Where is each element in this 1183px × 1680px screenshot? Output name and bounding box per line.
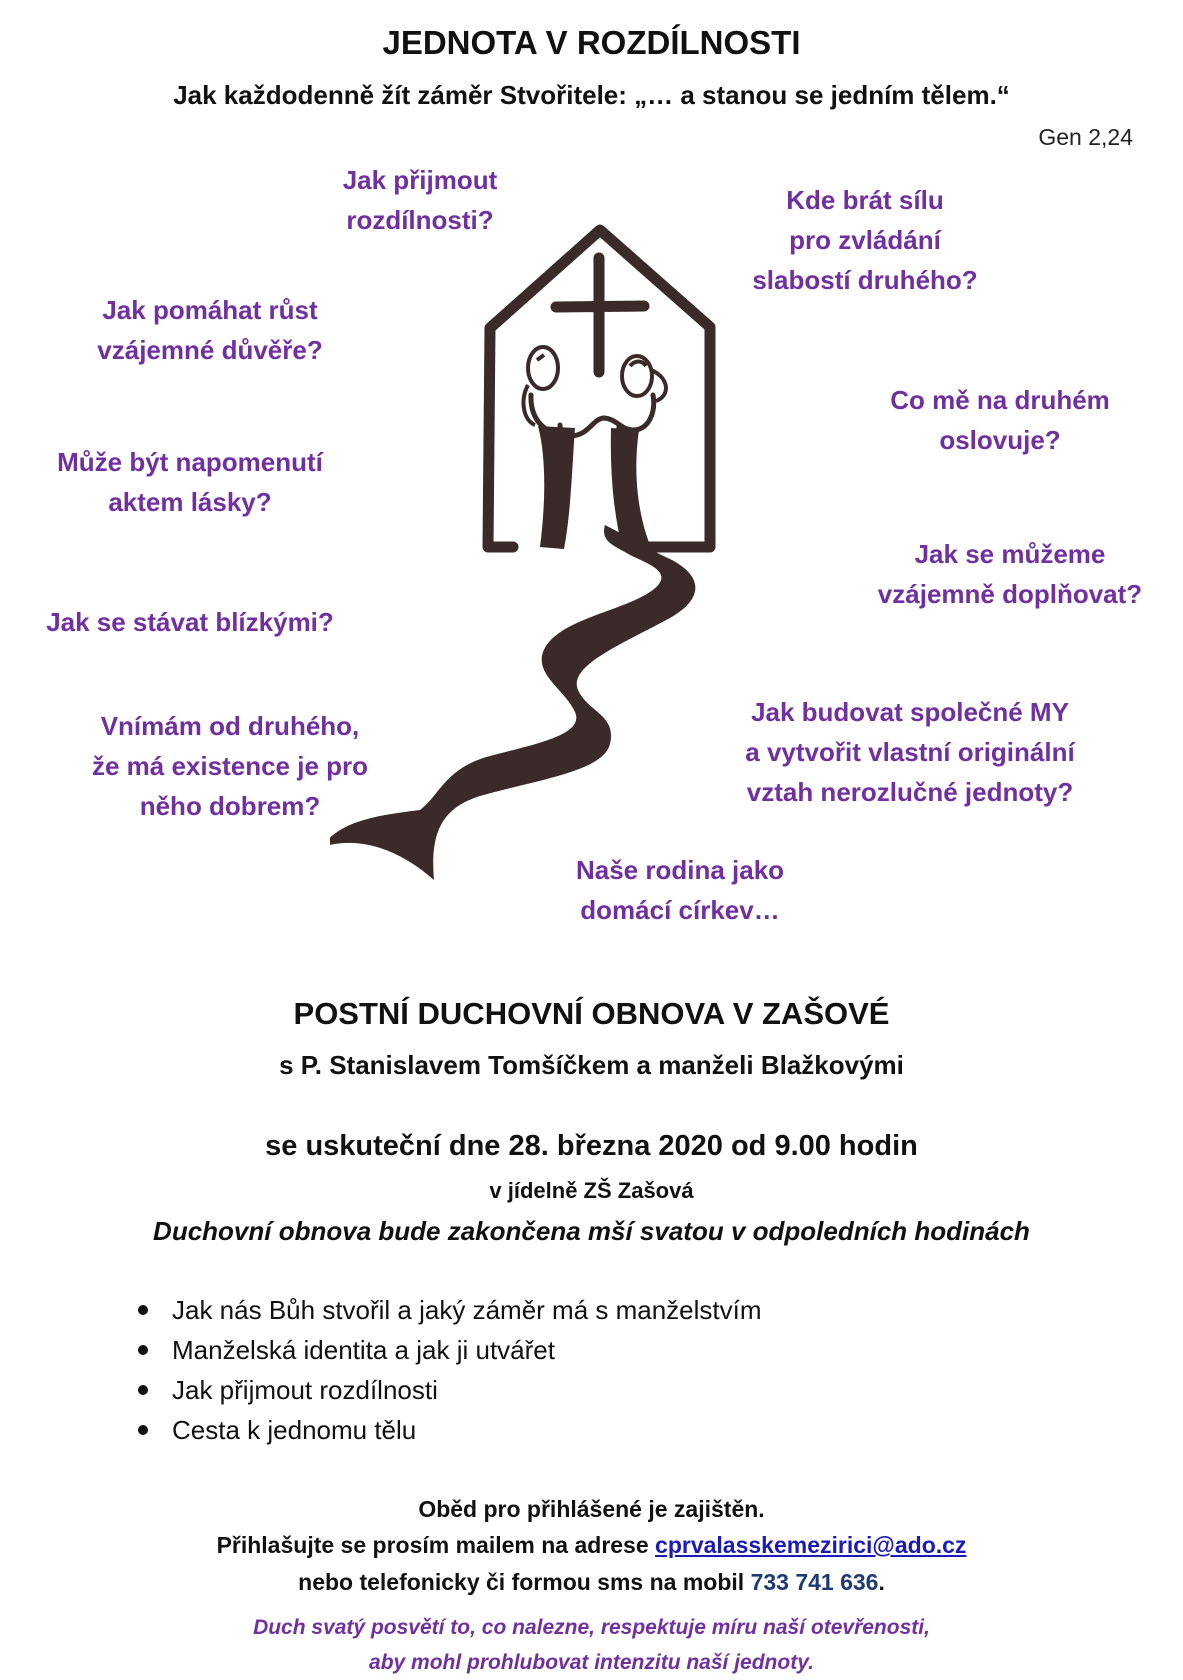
question-5: [20, 442, 360, 522]
list-item-label: Jak přijmout rozdílnosti: [172, 1375, 438, 1405]
phone-number: 733 741 636: [750, 1569, 879, 1595]
question-line: slabostí druhého?: [752, 265, 978, 295]
question-3: [40, 290, 380, 370]
phone-line: [0, 1569, 1183, 1596]
email-line: [0, 1532, 1183, 1559]
list-item-label: Jak nás Bůh stvořil a jaký záměr má s manželstvím: [172, 1295, 762, 1325]
question-line: Jak se stávat blízkými?: [46, 607, 334, 637]
page-subtitle: Jak každodenně žít záměr Stvořitele: „… a stanou se jedním tělem.“: [173, 80, 1010, 110]
question-line: vztah nerozlučné jednoty?: [746, 777, 1074, 807]
question-2: [700, 180, 1030, 300]
question-line: vzájemně doplňovat?: [877, 579, 1143, 609]
question-line: vzájemné důvěře?: [97, 335, 323, 365]
event-heading: POSTNÍ DUCHOVNÍ OBNOVA V ZAŠOVÉ: [293, 996, 890, 1031]
question-line: Naše rodina jako: [575, 855, 785, 885]
question-line: Jak budovat společné MY: [751, 697, 1069, 727]
page-title: JEDNOTA V ROZDÍLNOSTI: [382, 24, 801, 61]
question-6: [850, 534, 1170, 614]
question-line: oslovuje?: [939, 425, 1061, 455]
question-line: Jak přijmout: [342, 165, 498, 195]
church-with-couple-and-path-icon: [330, 220, 730, 920]
email-prefix: Přihlašujte se prosím mailem na adrese: [216, 1532, 656, 1558]
quote-line: aby mohl prohlubovat intenzitu naší jednoty.: [369, 1651, 814, 1674]
list-item-label: Cesta k jednomu tělu: [172, 1415, 417, 1445]
phone-suffix: .: [878, 1569, 885, 1595]
question-line: něho dobrem?: [139, 791, 321, 821]
list-item: [130, 1330, 762, 1370]
quote-line: Duch svatý posvětí to, co nalezne, respektuje míru naší otevřenosti,: [253, 1616, 930, 1639]
question-4: [850, 380, 1150, 460]
question-line: Může být napomenutí: [57, 447, 323, 477]
list-item: [130, 1410, 762, 1450]
list-item: [130, 1370, 762, 1410]
event-leaders: s P. Stanislavem Tomšíčkem a manželi Blažkovými: [279, 1050, 904, 1080]
footer-quote: [0, 1610, 1183, 1680]
phone-prefix: nebo telefonicky či formou sms na mobil: [298, 1569, 751, 1595]
question-7: [20, 602, 360, 642]
question-line: Co mě na druhém: [890, 385, 1110, 415]
event-venue: v jídelně ZŠ Zašová: [489, 1178, 694, 1203]
bullet-icon: [138, 1345, 148, 1355]
event-closing-note: Duchovní obnova bude zakončena mší svatou v odpoledních hodinách: [153, 1216, 1030, 1246]
question-8: [710, 692, 1110, 812]
question-line: že má existence je pro: [91, 751, 369, 781]
question-line: Jak pomáhat růst: [102, 295, 318, 325]
question-line: a vytvořit vlastní originální: [745, 737, 1075, 767]
bullet-icon: [138, 1425, 148, 1435]
question-line: Kde brát sílu: [786, 185, 944, 215]
list-item-label: Manželská identita a jak ji utvářet: [172, 1335, 555, 1365]
question-line: Vnímám od druhého,: [100, 711, 360, 741]
question-line: pro zvládání: [789, 225, 941, 255]
bullet-icon: [138, 1305, 148, 1315]
question-line: aktem lásky?: [108, 487, 272, 517]
bullet-icon: [138, 1385, 148, 1395]
question-line: Jak se můžeme: [914, 539, 1106, 569]
question-line: rozdílnosti?: [346, 205, 494, 235]
question-line: domácí církev…: [580, 895, 780, 925]
email-link[interactable]: cprvalasskemezirici@ado.cz: [655, 1532, 967, 1558]
program-list: [130, 1290, 762, 1450]
lunch-note: Oběd pro přihlášené je zajištěn.: [418, 1496, 765, 1522]
event-date: se uskuteční dne 28. března 2020 od 9.00 hodin: [265, 1130, 918, 1162]
list-item: [130, 1290, 762, 1330]
bible-reference: Gen 2,24: [1038, 124, 1133, 150]
